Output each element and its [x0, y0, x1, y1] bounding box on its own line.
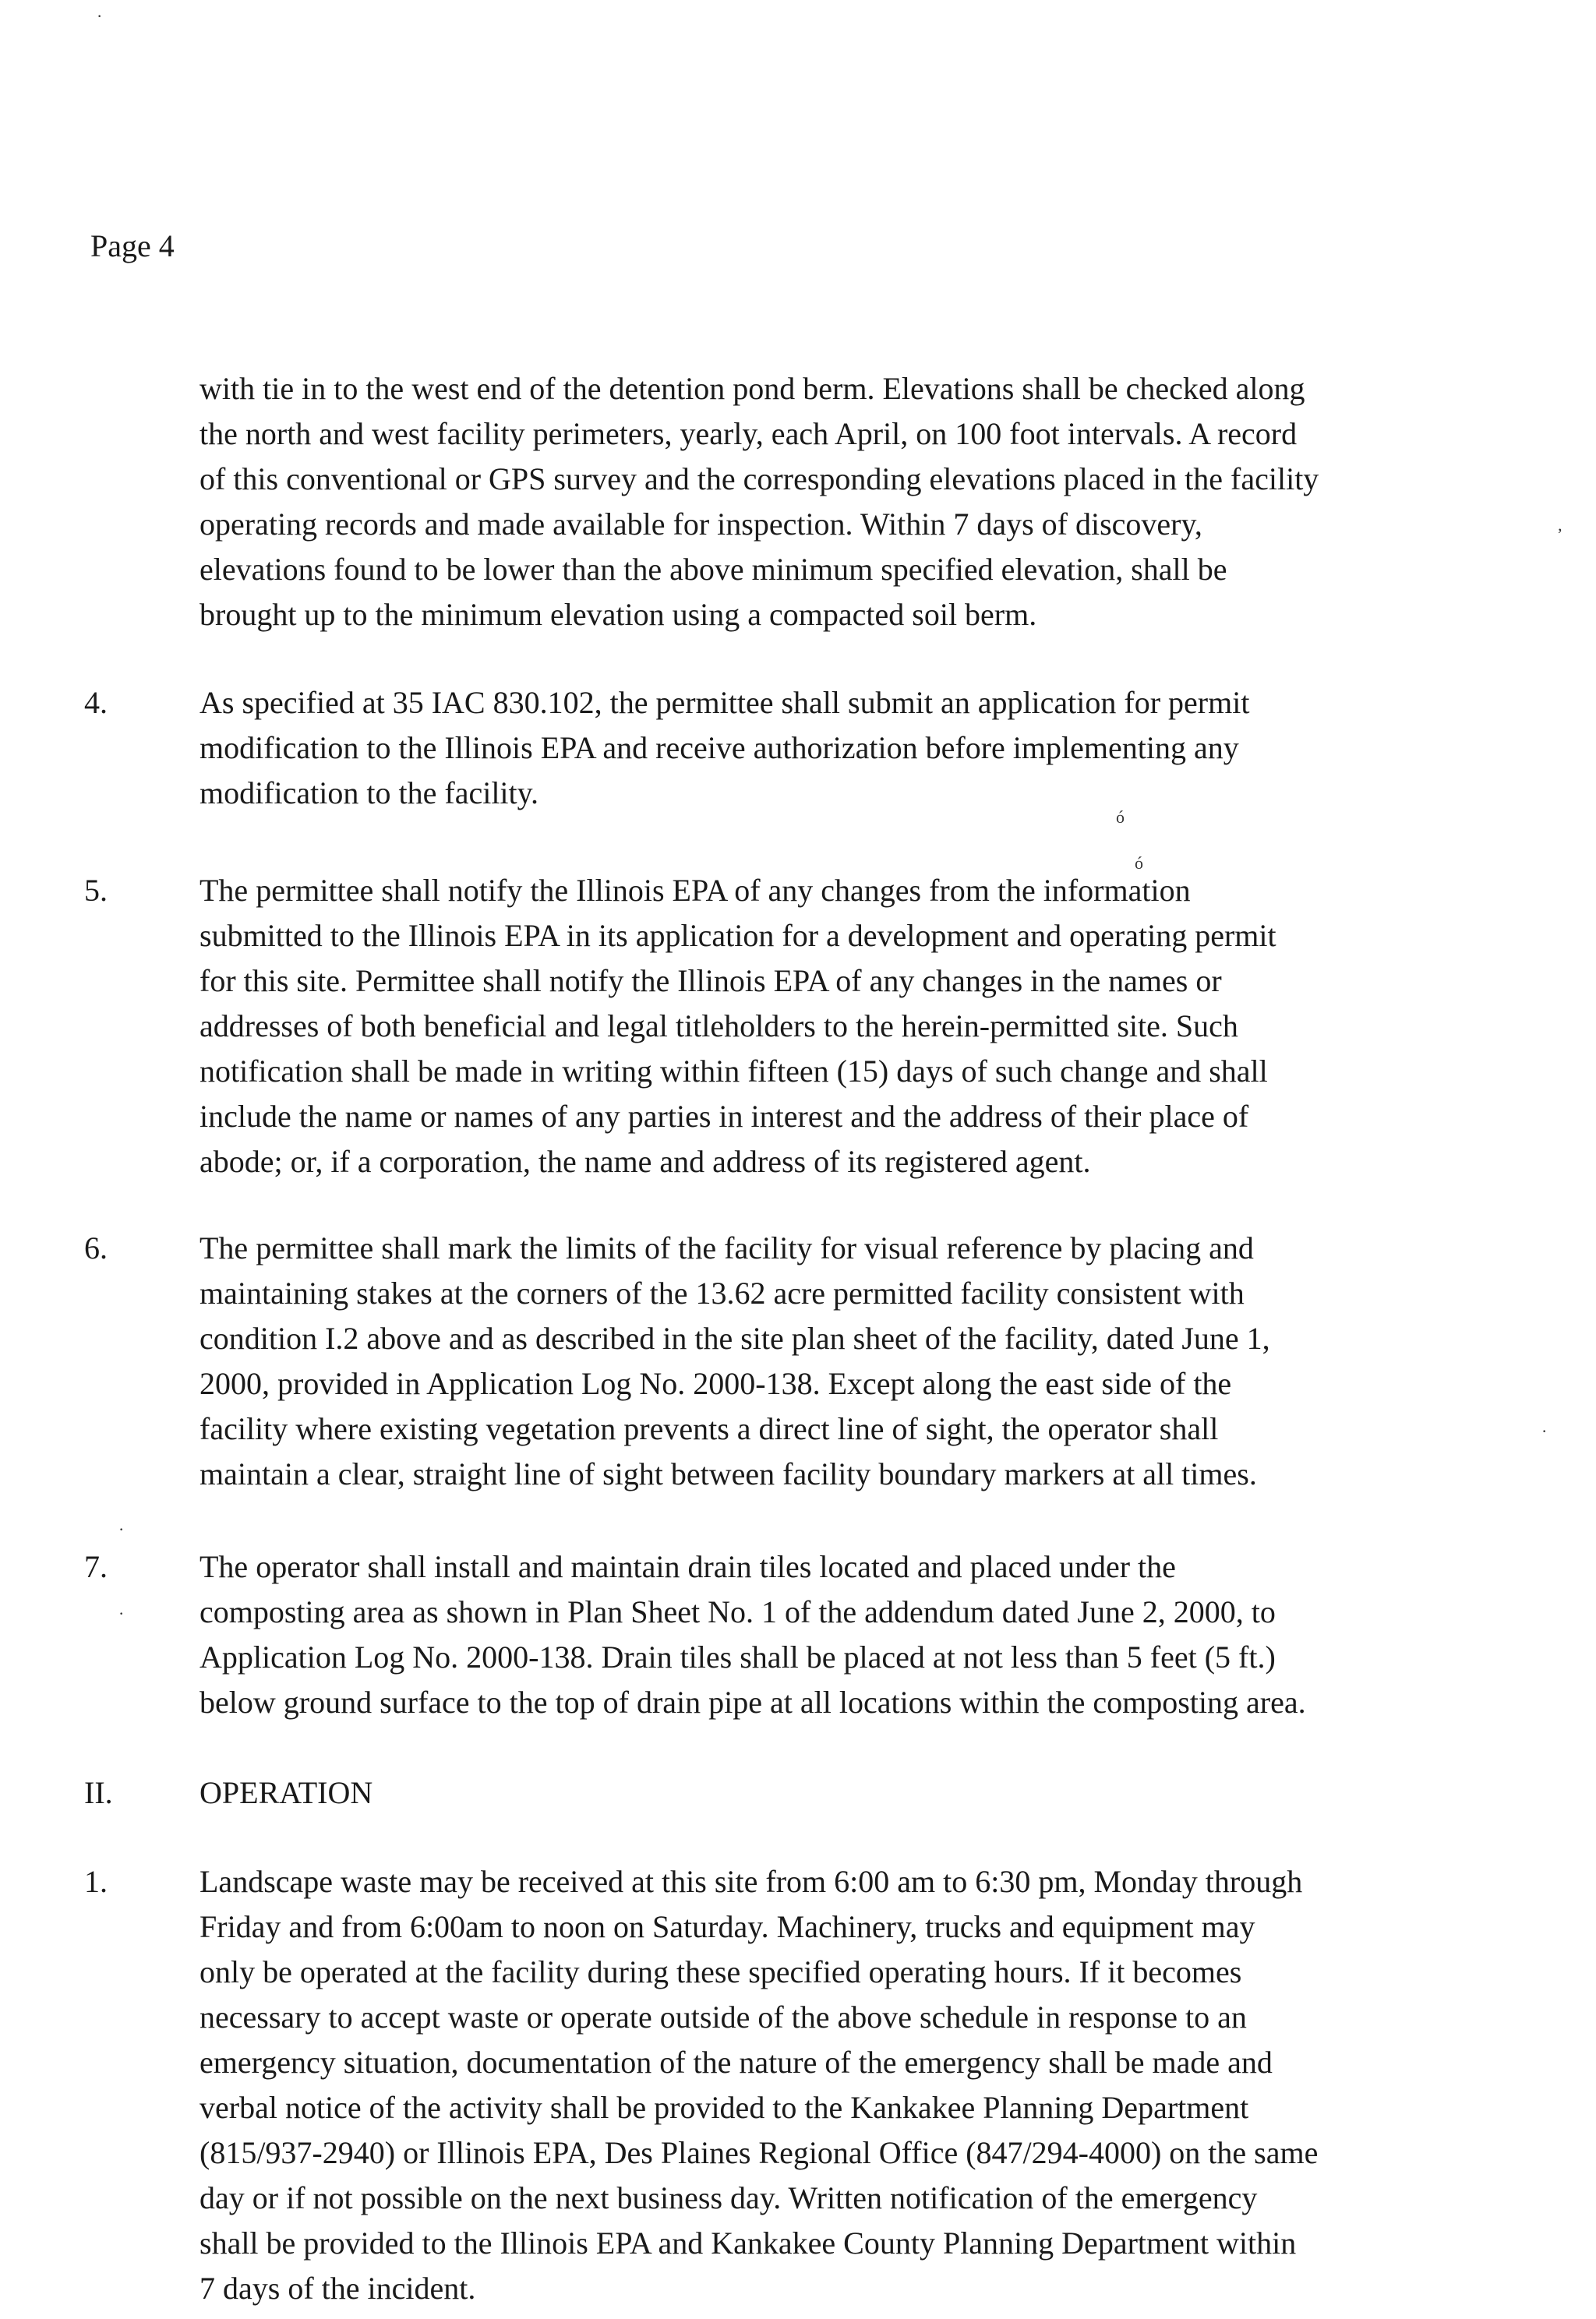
condition-7-number: 7.: [84, 1549, 108, 1584]
page-number: Page 4: [90, 228, 175, 263]
condition-5-text: The permittee shall notify the Illinois EPA of any changes from the information submitted to the Illinois EPA in its application for a development and operating permit for this site. Permittee shall notify the Illinois EPA of any changes in the names or addresses of both beneficial and legal titleholders to the herein-permitted site. Such notification shall be made in writing within fifteen (15) days of such change and shall include the name or names of any parties in interest and the address of their place of abode; or, if a corporation, the name and address of its registered agent.: [200, 873, 1276, 1179]
section-title: OPERATION: [200, 1775, 373, 1810]
condition-6-number: 6.: [84, 1230, 108, 1265]
scan-speck: ‚: [1557, 515, 1563, 535]
intro-paragraph: with tie in to the west end of the detention pond berm. Elevations shall be checked along the north and west facility perimeters, yearly, each April, on 100 foot intervals. A record of this conventional or GPS survey and the corresponding elevations placed in the facility operating records and made available for inspection. Within 7 days of discovery, elevations found to be lower than the above minimum specified elevation, shall be brought up to the minimum elevation using a compacted soil berm.: [200, 371, 1319, 632]
scan-speck: ·: [97, 6, 103, 26]
scan-speck: ·: [1541, 1421, 1548, 1441]
scan-speck: ó: [1135, 853, 1143, 873]
condition-6-text: The permittee shall mark the limits of the facility for visual reference by placing and maintaining stakes at the corners of the 13.62 acre permitted facility consistent with condition I.2 above and as described in the site plan sheet of the facility, dated June 1, 2000, provided in Application Log No. 2000-138. Except along the east side of the facility where existing vegetation prevents a direct line of sight, the operator shall maintain a clear, straight line of sight between facility boundary markers at all times.: [200, 1230, 1270, 1491]
operation-condition-1-number: 1.: [84, 1864, 108, 1899]
scan-speck: ó: [1116, 807, 1125, 827]
condition-4-text: As specified at 35 IAC 830.102, the permittee shall submit an application for permit modification to the Illinois EPA and receive authorization before implementing any modification to the facility.: [200, 685, 1250, 810]
scan-speck: ·: [118, 1604, 125, 1623]
operation-condition-1-text: Landscape waste may be received at this site from 6:00 am to 6:30 pm, Monday through Friday and from 6:00am to noon on Saturday. Machinery, trucks and equipment may only be operated at the facility during these specified operating hours. If it becomes necessary to accept waste or operate outside of the above schedule in response to an emergency situation, documentation of the nature of the emergency shall be made and verbal notice of the activity shall be provided to the Kankakee Planning Department (815/937-2940) or Illinois EPA, Des Plaines Regional Office (847/294-4000) on the same day or if not possible on the next business day. Written notification of the emergency shall be provided to the Illinois EPA and Kankakee County Planning Department within 7 days of the incident.: [200, 1864, 1319, 2306]
condition-4-number: 4.: [84, 685, 108, 720]
condition-5-number: 5.: [84, 873, 108, 908]
scan-speck: ·: [118, 1520, 125, 1539]
section-number: II.: [84, 1775, 113, 1810]
condition-7-text: The operator shall install and maintain drain tiles located and placed under the composting area as shown in Plan Sheet No. 1 of the addendum dated June 2, 2000, to Application Log No. 2000-138. Drain tiles shall be placed at not less than 5 feet (5 ft.) below ground surface to the top of drain pipe at all locations within the composting area.: [200, 1549, 1306, 1720]
